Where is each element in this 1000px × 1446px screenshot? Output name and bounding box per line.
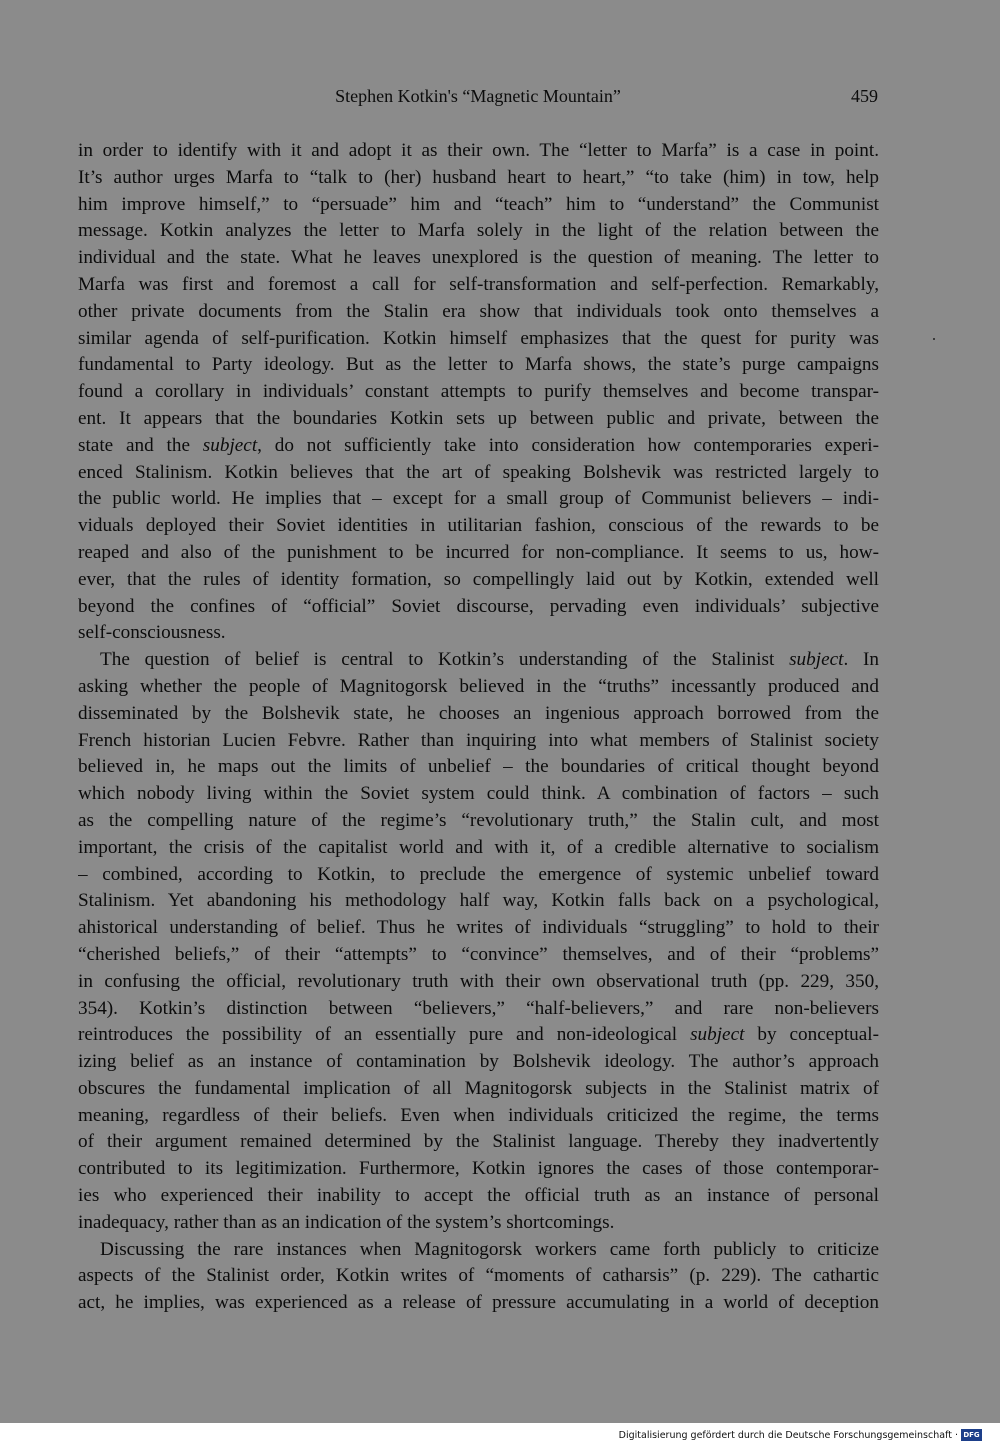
text-run: obscures the fundamental implication of all Magnitogorsk subjects in the Stalinist matrix of (78, 1077, 879, 1099)
text-run: important, the crisis of the capitalist world and with it, of a credible alternative to socialism (78, 836, 879, 858)
text-run: . In (843, 649, 879, 671)
italic-term: subject (690, 1024, 745, 1046)
text-run: meaning, regardless of their beliefs. Even when individuals criticized the regime, the terms (78, 1104, 879, 1126)
running-title: Stephen Kotkin's “Magnetic Mountain” (335, 86, 621, 106)
text-line (78, 245, 879, 272)
text-line (78, 647, 879, 674)
funding-note: Digitalisierung gefördert durch die Deutsche Forschungsgemeinschaft · (618, 1430, 958, 1441)
body-text (78, 138, 879, 1317)
text-run: ahistorical understanding of belief. Thus he writes of individuals “struggling” to hold to their (78, 917, 879, 939)
text-line (78, 1076, 879, 1103)
text-run: Stalinism. Yet abandoning his methodology half way, Kotkin falls back on a psychological, (78, 890, 879, 912)
text-run: self-consciousness. (78, 622, 226, 644)
text-run: message. Kotkin analyzes the letter to Marfa solely in the light of the relation between the (78, 220, 879, 242)
text-line (78, 1022, 879, 1049)
text-run: him improve himself,” to “persuade” him and “teach” him to “understand” the Communist (78, 193, 879, 215)
text-run: , do not sufficiently take into consideration how contemporaries experi- (257, 434, 879, 456)
text-line (78, 862, 879, 889)
text-line (78, 620, 879, 647)
text-line (78, 218, 879, 245)
text-line (78, 460, 879, 487)
text-line (78, 594, 879, 621)
paragraph (78, 1237, 879, 1317)
text-line (78, 352, 879, 379)
text-run: similar agenda of self-purification. Kotkin himself emphasizes that the quest for purity was (78, 327, 879, 349)
text-run: disseminated by the Bolshevik state, he chooses an ingenious approach borrowed from the (78, 702, 879, 724)
digitization-footer (0, 1423, 1000, 1446)
text-run: enced Stalinism. Kotkin believes that the art of speaking Bolshevik was restricted largely to (78, 461, 879, 483)
text-run: found a corollary in individuals’ constant attempts to purify themselves and become transpar- (78, 381, 879, 403)
text-line (78, 728, 879, 755)
text-line (78, 942, 879, 969)
paragraph (78, 138, 879, 647)
paragraph (78, 647, 879, 1237)
text-run: beyond the confines of “official” Soviet discourse, pervading even individuals’ subjective (78, 595, 879, 617)
text-run: reaped and also of the punishment to be incurred for non-compliance. It seems to us, how- (78, 541, 879, 563)
text-line (78, 835, 879, 862)
text-line (78, 272, 879, 299)
italic-term: subject (202, 434, 258, 456)
text-run: by conceptual- (744, 1024, 879, 1046)
text-line (78, 379, 879, 406)
text-run: “cherished beliefs,” of their “attempts” to “convince” themselves, and of their “problems” (78, 943, 879, 965)
text-line (78, 1156, 879, 1183)
text-line (78, 808, 879, 835)
text-line (78, 781, 879, 808)
text-run: in order to identify with it and adopt it as their own. The “letter to Marfa” is a case in point. (78, 140, 879, 161)
text-line (78, 513, 879, 540)
text-line (78, 754, 879, 781)
running-head (78, 86, 878, 110)
text-line (78, 1183, 879, 1210)
text-run: inadequacy, rather than as an indication of the system’s shortcomings. (78, 1211, 615, 1233)
text-run: aspects of the Stalinist order, Kotkin writes of “moments of catharsis” (p. 229). The cathartic (78, 1265, 879, 1287)
text-run: ies who experienced their inability to accept the official truth as an instance of personal (78, 1185, 879, 1207)
text-line (78, 915, 879, 942)
text-run: French historian Lucien Febvre. Rather than inquiring into what members of Stalinist society (78, 729, 879, 751)
text-run: asking whether the people of Magnitogorsk believed in the “truths” incessantly produced and (78, 675, 879, 697)
text-run: contributed to its legitimization. Furthermore, Kotkin ignores the cases of those contemporar- (78, 1158, 879, 1180)
text-run: of their argument remained determined by the Stalinist language. Thereby they inadvertently (78, 1131, 879, 1153)
text-line (78, 1049, 879, 1076)
text-run: believed in, he maps out the limits of unbelief – the boundaries of critical thought beyond (78, 756, 879, 778)
text-run: Marfa was first and foremost a call for self-transformation and self-perfection. Remarkably, (78, 273, 879, 295)
text-line (78, 969, 879, 996)
text-line (78, 567, 879, 594)
text-run: other private documents from the Stalin era show that individuals took onto themselves a (78, 300, 879, 322)
text-run: state and the (78, 434, 203, 456)
text-line (78, 192, 879, 219)
text-line (78, 1210, 879, 1237)
text-line (78, 1129, 879, 1156)
text-line (78, 406, 879, 433)
text-line (78, 1290, 879, 1317)
text-line (78, 433, 879, 460)
scan-speck (933, 338, 935, 340)
text-run: individual and the state. What he leaves unexplored is the question of meaning. The letter to (78, 247, 879, 269)
text-run: viduals deployed their Soviet identities in utilitarian fashion, conscious of the rewards to be (78, 515, 879, 537)
text-run: in confusing the official, revolutionary truth with their own observational truth (pp. 229, 350, (78, 970, 879, 992)
text-line (78, 1103, 879, 1130)
text-line (78, 701, 879, 728)
text-line (78, 674, 879, 701)
text-run: fundamental to Party ideology. But as the letter to Marfa shows, the state’s purge campaigns (78, 354, 879, 376)
text-run: izing belief as an instance of contamination by Bolshevik ideology. The author’s approach (78, 1051, 879, 1073)
text-line (78, 996, 879, 1023)
text-run: act, he implies, was experienced as a release of pressure accumulating in a world of deception (78, 1292, 879, 1314)
text-run: ever, that the rules of identity formation, so compellingly laid out by Kotkin, extended well (78, 568, 879, 590)
text-run: It’s author urges Marfa to “talk to (her) husband heart to heart,” “to take (him) in tow, help (78, 166, 879, 188)
text-line (78, 540, 879, 567)
page-number: 459 (851, 86, 878, 106)
text-line (78, 326, 879, 353)
italic-term: subject (789, 649, 844, 671)
text-line (78, 888, 879, 915)
text-line (78, 1263, 879, 1290)
text-line (78, 165, 879, 192)
text-line (78, 1237, 879, 1264)
text-run: – combined, according to Kotkin, to preclude the emergence of systemic unbelief toward (78, 863, 879, 885)
text-run: which nobody living within the Soviet system could think. A combination of factors – such (78, 783, 879, 805)
text-run: as the compelling nature of the regime’s “revolutionary truth,” the Stalin cult, and most (78, 809, 879, 831)
dfg-logo-icon: DFG (961, 1429, 982, 1441)
text-line (78, 138, 879, 165)
text-run: ent. It appears that the boundaries Kotkin sets up between public and private, between the (78, 407, 879, 429)
text-line (78, 486, 879, 513)
text-run: 354). Kotkin’s distinction between “believers,” “half-believers,” and rare non-believers (78, 997, 879, 1019)
text-run: Discussing the rare instances when Magnitogorsk workers came forth publicly to criticize (100, 1238, 879, 1260)
text-line (78, 299, 879, 326)
text-run: the public world. He implies that – except for a small group of Communist believers – indi- (78, 488, 879, 510)
text-run: The question of belief is central to Kotkin’s understanding of the Stalinist (100, 649, 790, 671)
text-run: reintroduces the possibility of an essentially pure and non-ideological (78, 1024, 691, 1046)
